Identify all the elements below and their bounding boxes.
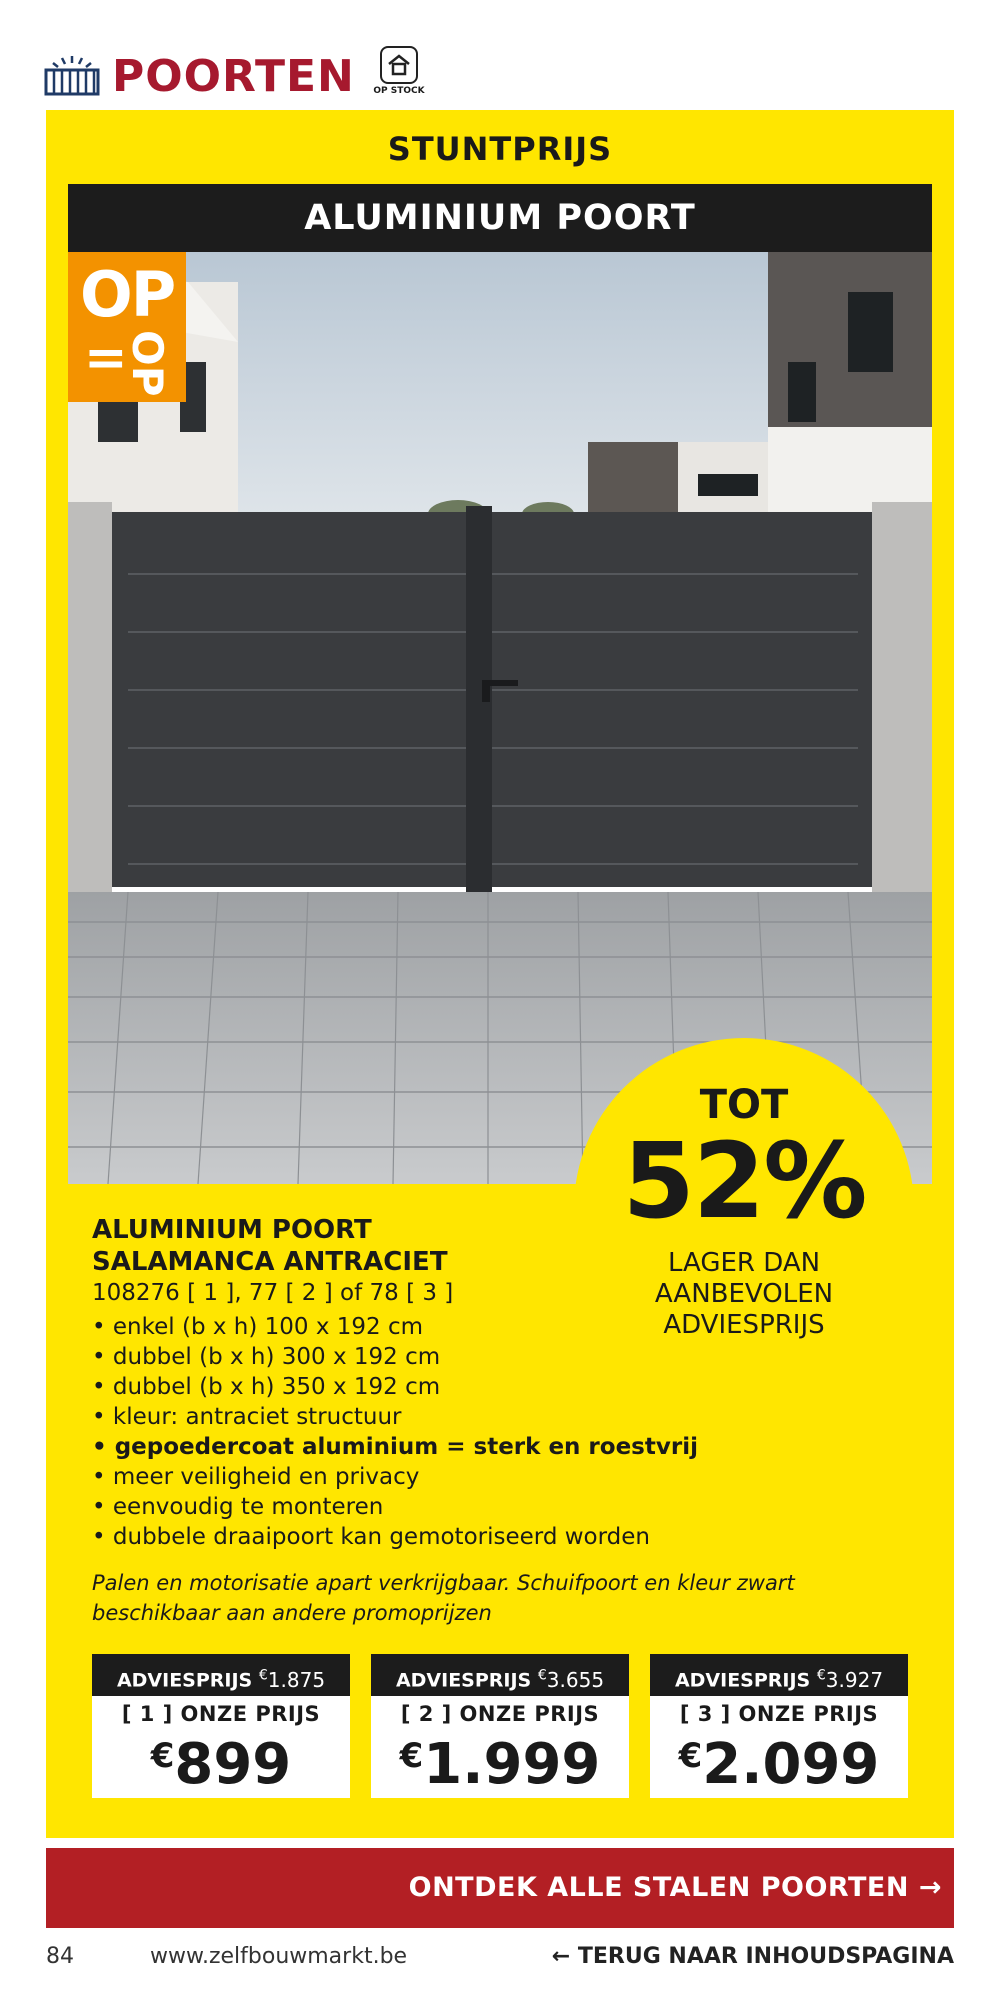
op-stock-badge bbox=[368, 46, 430, 104]
product-note: Palen en motorisatie apart verkrijgbaar. Schuifpoort en kleur zwart beschikbaar aan andere promoprijzen bbox=[92, 1571, 795, 1625]
page-footer bbox=[46, 1936, 954, 1980]
spec-item: • enkel (b x h) 100 x 192 cm bbox=[92, 1312, 698, 1342]
promo-panel bbox=[46, 110, 954, 1838]
advice-price-bar bbox=[371, 1654, 629, 1696]
advice-price-bar bbox=[92, 1654, 350, 1696]
advice-currency: € bbox=[537, 1667, 547, 1683]
our-price bbox=[371, 1726, 629, 1795]
our-price-label: [ 2 ] ONZE PRIJS bbox=[400, 1702, 600, 1726]
promo-headline: STUNTPRIJS bbox=[387, 130, 613, 168]
op-stock-label: OP STOCK bbox=[373, 86, 425, 96]
badge-op-bottom: OP bbox=[123, 330, 172, 397]
our-price-label: [ 1 ] ONZE PRIJS bbox=[121, 1702, 321, 1726]
arrow-left-icon: ← bbox=[551, 1944, 571, 1969]
spec-item: • meer veiligheid en privacy bbox=[92, 1462, 698, 1492]
price-currency: € bbox=[399, 1736, 424, 1776]
advice-currency: € bbox=[816, 1667, 826, 1683]
discount-prefix: TOT bbox=[699, 1082, 789, 1128]
product-code: 108276 [ 1 ], 77 [ 2 ] of 78 [ 3 ] bbox=[92, 1280, 454, 1306]
advice-value: 3.655 bbox=[546, 1667, 605, 1692]
advice-label: ADVIESPRIJS bbox=[395, 1669, 532, 1692]
back-to-contents-text: TERUG NAAR INHOUDSPAGINA bbox=[577, 1944, 954, 1969]
our-price bbox=[92, 1726, 350, 1795]
our-price-label: [ 3 ] ONZE PRIJS bbox=[679, 1702, 879, 1726]
product-banner: ALUMINIUM POORT bbox=[68, 184, 932, 252]
advice-value: 3.927 bbox=[825, 1667, 884, 1692]
back-to-contents-link[interactable] bbox=[552, 1944, 954, 1969]
house-box-icon bbox=[380, 46, 418, 84]
discover-gates-text: ONTDEK ALLE STALEN POORTEN bbox=[408, 1872, 909, 1903]
advice-currency: € bbox=[258, 1667, 268, 1683]
price-box-1 bbox=[92, 1654, 350, 1798]
price-box-2 bbox=[371, 1654, 629, 1798]
arrow-right-icon: → bbox=[918, 1872, 942, 1903]
op-is-op-badge bbox=[68, 252, 186, 402]
spec-item: • dubbel (b x h) 300 x 192 cm bbox=[92, 1342, 698, 1372]
page-number: 84 bbox=[46, 1944, 74, 1969]
badge-op-top: OP bbox=[80, 258, 175, 331]
price-value: 1.999 bbox=[423, 1732, 601, 1797]
spec-item: • eenvoudig te monteren bbox=[92, 1492, 698, 1522]
website-link[interactable]: www.zelfbouwmarkt.be bbox=[150, 1944, 408, 1969]
spec-list bbox=[92, 1312, 698, 1552]
price-currency: € bbox=[678, 1736, 703, 1776]
discover-gates-link[interactable] bbox=[46, 1848, 954, 1928]
product-name-line-2: SALAMANCA ANTRACIET bbox=[92, 1247, 448, 1277]
product-name bbox=[92, 1214, 448, 1278]
spec-item: • dubbel (b x h) 350 x 192 cm bbox=[92, 1372, 698, 1402]
product-name-line-1: ALUMINIUM POORT bbox=[92, 1215, 372, 1245]
category-title: POORTEN bbox=[112, 50, 355, 102]
discount-line-2: AANBEVOLEN bbox=[654, 1279, 834, 1309]
price-value: 899 bbox=[174, 1732, 292, 1797]
price-currency: € bbox=[150, 1736, 175, 1776]
discount-line-1: LAGER DAN bbox=[667, 1248, 821, 1278]
advice-label: ADVIESPRIJS bbox=[116, 1669, 253, 1692]
product-photo bbox=[68, 252, 932, 1184]
advice-price-bar bbox=[650, 1654, 908, 1696]
advice-label: ADVIESPRIJS bbox=[674, 1669, 811, 1692]
badge-equals: = bbox=[84, 328, 128, 388]
advice-value: 1.875 bbox=[267, 1667, 326, 1692]
discount-percent: 52% bbox=[622, 1120, 866, 1242]
our-price bbox=[650, 1726, 908, 1795]
spec-item: • gepoedercoat aluminium = sterk en roestvrij bbox=[92, 1432, 698, 1462]
discount-line-3: ADVIESPRIJS bbox=[663, 1310, 825, 1340]
gate-icon bbox=[44, 54, 100, 98]
spec-item: • dubbele draaipoort kan gemotoriseerd worden bbox=[92, 1522, 698, 1552]
price-value: 2.099 bbox=[702, 1732, 880, 1797]
spec-item: • kleur: antraciet structuur bbox=[92, 1402, 698, 1432]
price-box-3 bbox=[650, 1654, 908, 1798]
